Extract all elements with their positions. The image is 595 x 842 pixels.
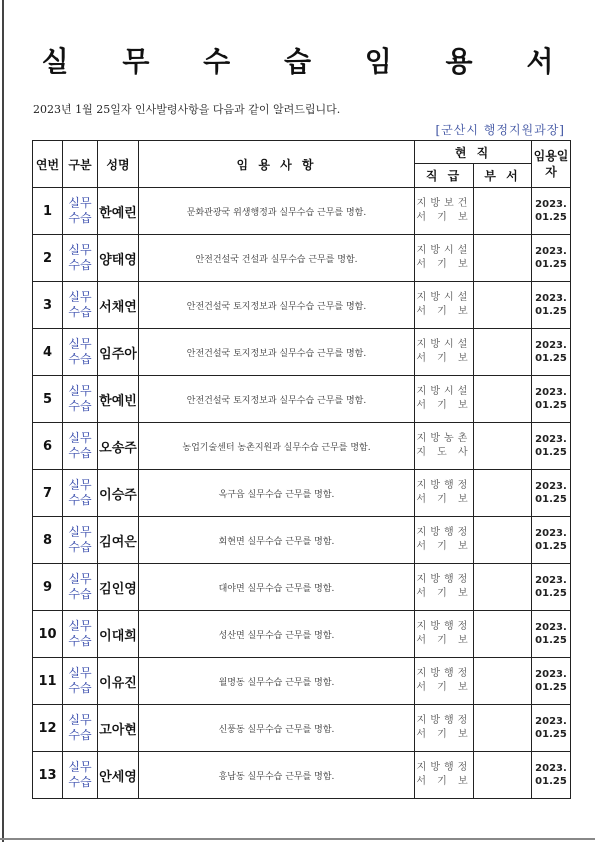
row-grade: [415, 470, 474, 517]
row-type-text: 실무수습: [68, 384, 92, 413]
table-row: [33, 282, 571, 329]
row-type-text: 실무수습: [68, 619, 92, 648]
row-date-line2: 01.25: [535, 541, 567, 552]
row-date-line1: 2023.: [535, 293, 567, 304]
row-division: [474, 517, 532, 564]
row-type: [63, 658, 98, 705]
row-date-line1: 2023.: [535, 622, 567, 633]
row-number-text: 6: [42, 438, 53, 454]
row-date: [532, 517, 571, 564]
row-detail-text: 농업기술센터 농촌지원과 실무수습 근무를 명함.: [182, 442, 371, 453]
row-date: [532, 658, 571, 705]
row-type: [63, 611, 98, 658]
row-detail-text: 회현면 실무수습 근무를 명함.: [218, 536, 335, 547]
row-grade-line2: 서 기 보: [416, 400, 472, 411]
row-grade-line1: 지방행정: [416, 574, 472, 585]
row-number-text: 13: [38, 767, 57, 783]
table-row: [33, 658, 571, 705]
row-grade-line2: 서 기 보: [416, 541, 472, 552]
row-division: [474, 188, 532, 235]
row-name-text: 오송주: [99, 440, 137, 456]
table-body: [33, 188, 571, 799]
header-no: 연번: [33, 141, 63, 188]
row-number-text: 11: [38, 673, 57, 689]
row-detail-text: 안전건설국 토지정보과 실무수습 근무를 명함.: [186, 348, 367, 359]
row-type: [63, 423, 98, 470]
header-grade: 직 급: [415, 164, 474, 188]
row-type: [63, 376, 98, 423]
row-number: [33, 470, 63, 517]
row-type-text: 실무수습: [68, 243, 92, 272]
department-label: [군산시 행정지원과장]: [435, 123, 565, 137]
row-number-text: 7: [42, 485, 53, 501]
row-number-text: 10: [38, 626, 57, 642]
row-number: [33, 282, 63, 329]
row-detail: [139, 282, 415, 329]
row-date: [532, 611, 571, 658]
appointment-table: [32, 140, 571, 799]
row-detail-text: 신풍동 실무수습 근무를 명함.: [218, 724, 335, 735]
row-detail: [139, 423, 415, 470]
row-number: [33, 329, 63, 376]
row-date: [532, 705, 571, 752]
row-number: [33, 235, 63, 282]
row-date: [532, 376, 571, 423]
row-name-text: 김여은: [99, 534, 137, 550]
row-division: [474, 705, 532, 752]
row-grade: [415, 329, 474, 376]
row-division: [474, 376, 532, 423]
row-name: [98, 470, 139, 517]
intro-text: 2023년 1월 25일자 인사발령사항을 다음과 같이 알려드립니다.: [33, 103, 341, 116]
row-detail-text: 흥남동 실무수습 근무를 명함.: [218, 771, 335, 782]
row-date: [532, 329, 571, 376]
row-detail: [139, 329, 415, 376]
row-grade-line2: 지 도 사: [416, 447, 472, 458]
row-type: [63, 752, 98, 799]
row-name: [98, 235, 139, 282]
row-name: [98, 705, 139, 752]
table-row: [33, 423, 571, 470]
row-type: [63, 517, 98, 564]
row-grade-line2: 서 기 보: [416, 776, 472, 787]
table-row: [33, 611, 571, 658]
row-number-text: 4: [42, 344, 53, 360]
row-type: [63, 188, 98, 235]
row-name: [98, 282, 139, 329]
row-grade: [415, 282, 474, 329]
row-date-line2: 01.25: [535, 729, 567, 740]
table-header-row: [33, 141, 571, 164]
row-type-text: 실무수습: [68, 525, 92, 554]
row-number-text: 1: [42, 203, 53, 219]
row-detail-text: 월명동 실무수습 근무를 명함.: [218, 677, 335, 688]
row-number: [33, 752, 63, 799]
row-date: [532, 282, 571, 329]
table-row: [33, 705, 571, 752]
row-division: [474, 564, 532, 611]
row-date-line1: 2023.: [535, 246, 567, 257]
table-row: [33, 752, 571, 799]
row-division: [474, 470, 532, 517]
row-grade-line1: 지방농촌: [416, 433, 472, 444]
row-name-text: 김인영: [99, 581, 137, 597]
row-name: [98, 658, 139, 705]
row-grade-line2: 서 기 보: [416, 729, 472, 740]
row-detail-text: 문화관광국 위생행정과 실무수습 근무를 명함.: [186, 207, 367, 218]
row-detail-text: 옥구읍 실무수습 근무를 명함.: [218, 489, 335, 500]
row-number: [33, 517, 63, 564]
row-detail: [139, 376, 415, 423]
row-detail: [139, 611, 415, 658]
header-name: 성명: [98, 141, 139, 188]
row-division: [474, 423, 532, 470]
row-number: [33, 188, 63, 235]
row-date-line1: 2023.: [535, 340, 567, 351]
row-grade: [415, 658, 474, 705]
row-date-line1: 2023.: [535, 763, 567, 774]
row-division: [474, 235, 532, 282]
row-number-text: 5: [42, 391, 53, 407]
table-row: [33, 188, 571, 235]
row-date: [532, 564, 571, 611]
header-type: 구분: [63, 141, 98, 188]
row-grade: [415, 517, 474, 564]
row-date-line2: 01.25: [535, 259, 567, 270]
row-date-line2: 01.25: [535, 212, 567, 223]
row-grade-line2: 서 기 보: [416, 259, 472, 270]
row-grade-line1: 지방시설: [416, 292, 472, 303]
row-date-line2: 01.25: [535, 306, 567, 317]
table-row: [33, 564, 571, 611]
row-number: [33, 423, 63, 470]
row-date-line1: 2023.: [535, 575, 567, 586]
row-grade-line1: 지방시설: [416, 386, 472, 397]
row-detail-text: 안전건설국 건설과 실무수습 근무를 명함.: [195, 254, 358, 265]
row-detail-text: 안전건설국 토지정보과 실무수습 근무를 명함.: [186, 395, 367, 406]
row-grade-line1: 지방행정: [416, 762, 472, 773]
row-type-text: 실무수습: [68, 572, 92, 601]
row-date-line2: 01.25: [535, 400, 567, 411]
row-name-text: 이유진: [99, 675, 137, 691]
row-name: [98, 329, 139, 376]
row-date: [532, 235, 571, 282]
row-name: [98, 423, 139, 470]
page-bottom-border: [0, 838, 595, 840]
row-name-text: 안세영: [99, 769, 137, 785]
row-grade-line1: 지방시설: [416, 339, 472, 350]
row-name-text: 양태영: [99, 252, 137, 268]
row-name: [98, 188, 139, 235]
row-type-text: 실무수습: [68, 196, 92, 225]
row-date: [532, 423, 571, 470]
row-number: [33, 658, 63, 705]
row-date-line1: 2023.: [535, 528, 567, 539]
row-grade-line2: 서 기 보: [416, 353, 472, 364]
row-grade: [415, 564, 474, 611]
row-name-text: 이대희: [99, 628, 137, 644]
document-title: 실 무 수 습 임 용 서: [41, 45, 576, 78]
row-date-line1: 2023.: [535, 669, 567, 680]
row-number-text: 8: [42, 532, 53, 548]
row-number: [33, 564, 63, 611]
row-date-line2: 01.25: [535, 635, 567, 646]
row-grade: [415, 376, 474, 423]
table-row: [33, 235, 571, 282]
row-name-text: 한예빈: [99, 393, 137, 409]
row-grade-line1: 지방시설: [416, 245, 472, 256]
row-date-line1: 2023.: [535, 434, 567, 445]
row-number: [33, 611, 63, 658]
row-date-line2: 01.25: [535, 682, 567, 693]
row-grade: [415, 705, 474, 752]
row-grade-line1: 지방행정: [416, 527, 472, 538]
row-name: [98, 752, 139, 799]
table-row: [33, 329, 571, 376]
row-detail-text: 대야면 실무수습 근무를 명함.: [218, 583, 335, 594]
row-detail-text: 안전건설국 토지정보과 실무수습 근무를 명함.: [186, 301, 367, 312]
row-division: [474, 282, 532, 329]
row-type-text: 실무수습: [68, 290, 92, 319]
row-grade-line2: 서 기 보: [416, 306, 472, 317]
row-name-text: 서채연: [99, 299, 137, 315]
row-grade-line1: 지방행정: [416, 715, 472, 726]
row-date-line1: 2023.: [535, 481, 567, 492]
row-detail: [139, 517, 415, 564]
table-row: [33, 376, 571, 423]
row-detail: [139, 752, 415, 799]
row-detail: [139, 470, 415, 517]
row-detail-text: 성산면 실무수습 근무를 명함.: [218, 630, 335, 641]
row-name-text: 임주아: [99, 346, 137, 362]
row-grade-line1: 지방행정: [416, 480, 472, 491]
row-type-text: 실무수습: [68, 478, 92, 507]
row-date-line2: 01.25: [535, 447, 567, 458]
row-grade-line1: 지방행정: [416, 668, 472, 679]
row-detail: [139, 705, 415, 752]
row-date-line1: 2023.: [535, 199, 567, 210]
header-current: 현 직: [415, 141, 532, 164]
row-type-text: 실무수습: [68, 666, 92, 695]
row-date-line1: 2023.: [535, 716, 567, 727]
page-left-border: [2, 0, 4, 842]
row-type: [63, 470, 98, 517]
row-name-text: 고아현: [99, 722, 137, 738]
row-grade: [415, 752, 474, 799]
row-name: [98, 564, 139, 611]
row-date-line2: 01.25: [535, 353, 567, 364]
row-division: [474, 611, 532, 658]
row-number-text: 3: [42, 297, 53, 313]
row-name: [98, 376, 139, 423]
row-name-text: 한예린: [99, 205, 137, 221]
row-division: [474, 329, 532, 376]
row-grade-line2: 서 기 보: [416, 212, 472, 223]
row-number: [33, 705, 63, 752]
row-detail: [139, 235, 415, 282]
row-type: [63, 705, 98, 752]
row-type-text: 실무수습: [68, 713, 92, 742]
row-type: [63, 235, 98, 282]
row-division: [474, 752, 532, 799]
row-date: [532, 188, 571, 235]
row-grade: [415, 188, 474, 235]
table-row: [33, 517, 571, 564]
row-number-text: 2: [42, 250, 53, 266]
row-grade: [415, 423, 474, 470]
row-grade-line2: 서 기 보: [416, 682, 472, 693]
row-grade-line2: 서 기 보: [416, 588, 472, 599]
row-type-text: 실무수습: [68, 760, 92, 789]
row-grade-line1: 지방보건: [416, 198, 472, 209]
row-number: [33, 376, 63, 423]
row-detail: [139, 658, 415, 705]
row-type: [63, 329, 98, 376]
row-date: [532, 752, 571, 799]
header-date: 임용일자: [532, 141, 571, 188]
row-name: [98, 611, 139, 658]
row-type-text: 실무수습: [68, 431, 92, 460]
row-date-line2: 01.25: [535, 588, 567, 599]
row-number-text: 9: [42, 579, 53, 595]
table-row: [33, 470, 571, 517]
row-name-text: 이승주: [99, 487, 137, 503]
row-division: [474, 658, 532, 705]
row-date-line1: 2023.: [535, 387, 567, 398]
row-grade-line2: 서 기 보: [416, 494, 472, 505]
row-grade-line2: 서 기 보: [416, 635, 472, 646]
row-number-text: 12: [38, 720, 57, 736]
row-type: [63, 564, 98, 611]
row-date-line2: 01.25: [535, 776, 567, 787]
row-date-line2: 01.25: [535, 494, 567, 505]
row-grade-line1: 지방행정: [416, 621, 472, 632]
row-grade: [415, 235, 474, 282]
row-type-text: 실무수습: [68, 337, 92, 366]
row-detail: [139, 188, 415, 235]
row-grade: [415, 611, 474, 658]
row-type: [63, 282, 98, 329]
row-name: [98, 517, 139, 564]
header-division: 부 서: [474, 164, 532, 188]
row-date: [532, 470, 571, 517]
row-detail: [139, 564, 415, 611]
header-detail: 임 용 사 항: [139, 141, 415, 188]
